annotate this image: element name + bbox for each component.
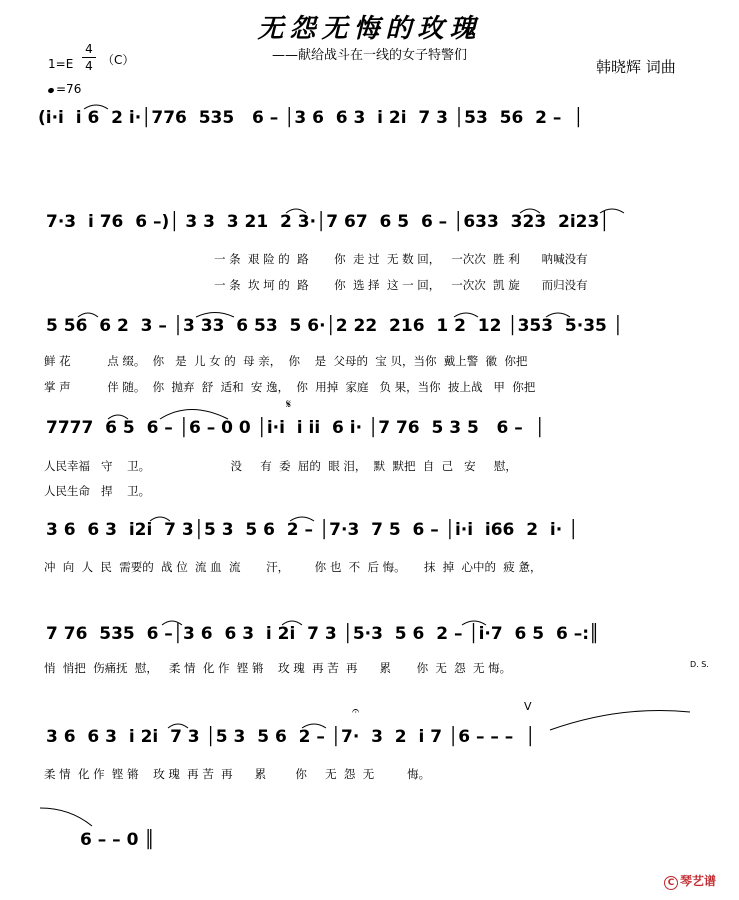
lyric-line-2b: 一 条 坎 坷 的 路 你 选 择 这 一 回， 一次次 凯 旋 而归没有 bbox=[214, 278, 588, 292]
watermark-text: 琴艺谱 bbox=[680, 874, 717, 888]
slur-19 bbox=[40, 808, 92, 826]
music-line-6: 7 76 535 6 –│3 6 6 3 i 2i 7 3 │5·3 5 6 2 – │i·7 6 5 6 –:║ bbox=[46, 624, 600, 644]
lyric-line-2a: 一 条 艰 险 的 路 你 走 过 无 数 回， 一次次 胜 利 呐喊没有 bbox=[214, 252, 588, 266]
composer-credit: 韩晓辉 词曲 bbox=[596, 58, 676, 76]
time-signature bbox=[82, 42, 96, 73]
lyric-line-3a: 鲜 花 点 缀。 你 是 儿 女 的 母 亲， 你 是 父母的 宝 贝，当你 戴上警 徽 你把 bbox=[44, 354, 528, 368]
time-numerator: 4 bbox=[85, 42, 93, 56]
lyric-line-3b: 掌 声 伴 随。 你 抛弃 舒 适和 安 逸， 你 用掉 家庭 负 果，当你 披上战 甲 你把 bbox=[44, 380, 536, 394]
slur-18 bbox=[550, 710, 690, 730]
tempo-marking bbox=[48, 82, 81, 96]
breath-mark: V bbox=[524, 700, 532, 713]
lyric-line-4b: 人民生命 捍 卫。 bbox=[44, 484, 151, 498]
song-title: 无怨无悔的玫瑰 bbox=[257, 14, 482, 44]
lyric-line-5: 冲 向 人 民 需要的 战 位 流 血 流 汗， 你 也 不 后 悔。 抹 掉 心中的 疲 惫， bbox=[44, 560, 542, 574]
ds-marking: D. S. bbox=[690, 660, 709, 669]
music-line-4: 7777 6 5 6 – │6 – 0 0 │i·i i ii 6 i· │7 76 5 3 5 6 – │ bbox=[46, 418, 545, 438]
music-line-5: 3 6 6 3 i2i 7 3│5 3 5 6 2 – │7·3 7 5 6 – │i·i i66 2 i· │ bbox=[46, 520, 579, 540]
lyric-line-7: 柔 情 化 作 铿 锵 玫 瑰 再 苦 再 累 你 无 怨 无 悔。 bbox=[44, 767, 431, 781]
time-denominator: 4 bbox=[85, 59, 93, 73]
quarter-note-icon bbox=[47, 87, 54, 94]
music-line-2: 7·3 i 76 6 –)│ 3 3 3 21 2 3·│7 67 6 5 6 – │633 323 2i23│ bbox=[46, 212, 610, 232]
music-line-3: 5 56 6 2 3 – │3 33 6 53 5 6·│2 22 216 1 2 12 │353 5·35 │ bbox=[46, 316, 624, 336]
key-signature: 1=E bbox=[48, 57, 74, 71]
music-line-7: 3 6 6 3 i 2i 7 3 │5 3 5 6 2 – │7· 3 2 i 7 │6 – – – │ bbox=[46, 727, 536, 747]
key-mode: （C） bbox=[102, 53, 135, 67]
lyric-line-6: 悄 悄把 伤痛抚 慰， 柔 情 化 作 铿 锵 玫 瑰 再 苦 再 累 你 无 怨 无 悔。 bbox=[44, 661, 512, 675]
site-watermark bbox=[664, 872, 716, 890]
lyric-line-4a: 人民幸福 守 卫。 没 有 委 屈的 眼 泪， 默 默把 自 己 安 慰， bbox=[44, 459, 517, 473]
tempo-value: =76 bbox=[56, 82, 82, 96]
fermata-sign: 𝄐 bbox=[352, 704, 360, 719]
song-subtitle: ——献给战斗在一线的女子特警们 bbox=[271, 48, 467, 63]
music-line-1: (i·i i 6 2 i·│776 535 6 – │3 6 6 3 i 2i 7 3 │53 56 2 – │ bbox=[38, 108, 584, 128]
music-line-8: 6 – – 0 ║ bbox=[80, 830, 155, 850]
logo-icon: C bbox=[664, 876, 678, 890]
segno-sign: 𝄋 bbox=[286, 397, 292, 411]
